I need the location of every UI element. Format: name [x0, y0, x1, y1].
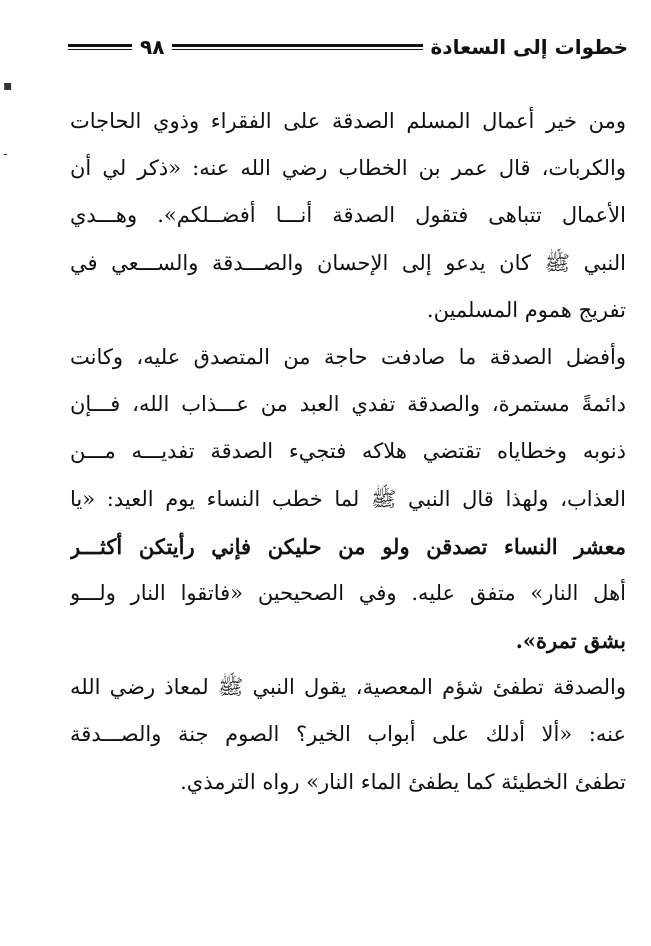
text-line: والكربات، قال عمر بن الخطاب رضي الله عنه: «ذكر لي أن: [70, 156, 626, 181]
text-line: تطفئ الخطيئة كما يطفئ الماء النار» رواه الترمذي.: [180, 769, 626, 794]
text-line: بشق تمرة».: [515, 628, 626, 654]
header-rule-short: [68, 44, 132, 50]
body-text: [70, 98, 626, 806]
header-title: خطوات إلى السعادة: [430, 35, 628, 59]
text-line: ومن خير أعمال المسلم الصدقة على الفقراء وذوي الحاجات: [70, 109, 626, 133]
text-line: العذاب، ولهذا قال النبي ﷺ لما خطب النساء يوم العيد: «يا: [70, 486, 626, 511]
text-line: والصدقة تطفئ شؤم المعصية، يقول النبي ﷺ لمعاذ رضي الله: [70, 675, 626, 700]
scan-mark-middle: ‑: [3, 146, 8, 162]
header-rule-long: [172, 44, 422, 50]
text-line: النبي ﷺ كان يدعو إلى الإحسان والصـــدقة والســـعي في: [70, 250, 626, 275]
text-line: الأعمال تتباهى فتقول الصدقة أنـــا أفضــلكم». وهـــدي: [70, 203, 626, 228]
text-line: عنه: «ألا أدلك على أبواب الخير؟ الصوم جنة والصـــدقة: [70, 722, 626, 747]
scan-mark-top: ▪: [3, 78, 13, 94]
page-number: ٩٨: [140, 35, 165, 59]
running-header: [68, 30, 628, 64]
text-line: أهل النار» متفق عليه. وفي الصحيحين «فاتقوا النار ولـــو: [70, 580, 626, 605]
text-line: معشر النساء تصدقن ولو من حليكن فإني رأيتكن أكثـــر: [70, 533, 626, 559]
text-line: دائمةً مستمرة، والصدقة تفدي العبد من عـــذاب الله، فـــإن: [70, 392, 626, 417]
text-line: وأفضل الصدقة ما صادفت حاجة من المتصدق عليه، وكانت: [70, 344, 626, 369]
text-line: ذنوبه وخطاياه تقتضي هلاكه فتجيء الصدقة تفديـــه مـــن: [70, 439, 626, 464]
text-line: تفريج هموم المسلمين.: [426, 297, 626, 322]
